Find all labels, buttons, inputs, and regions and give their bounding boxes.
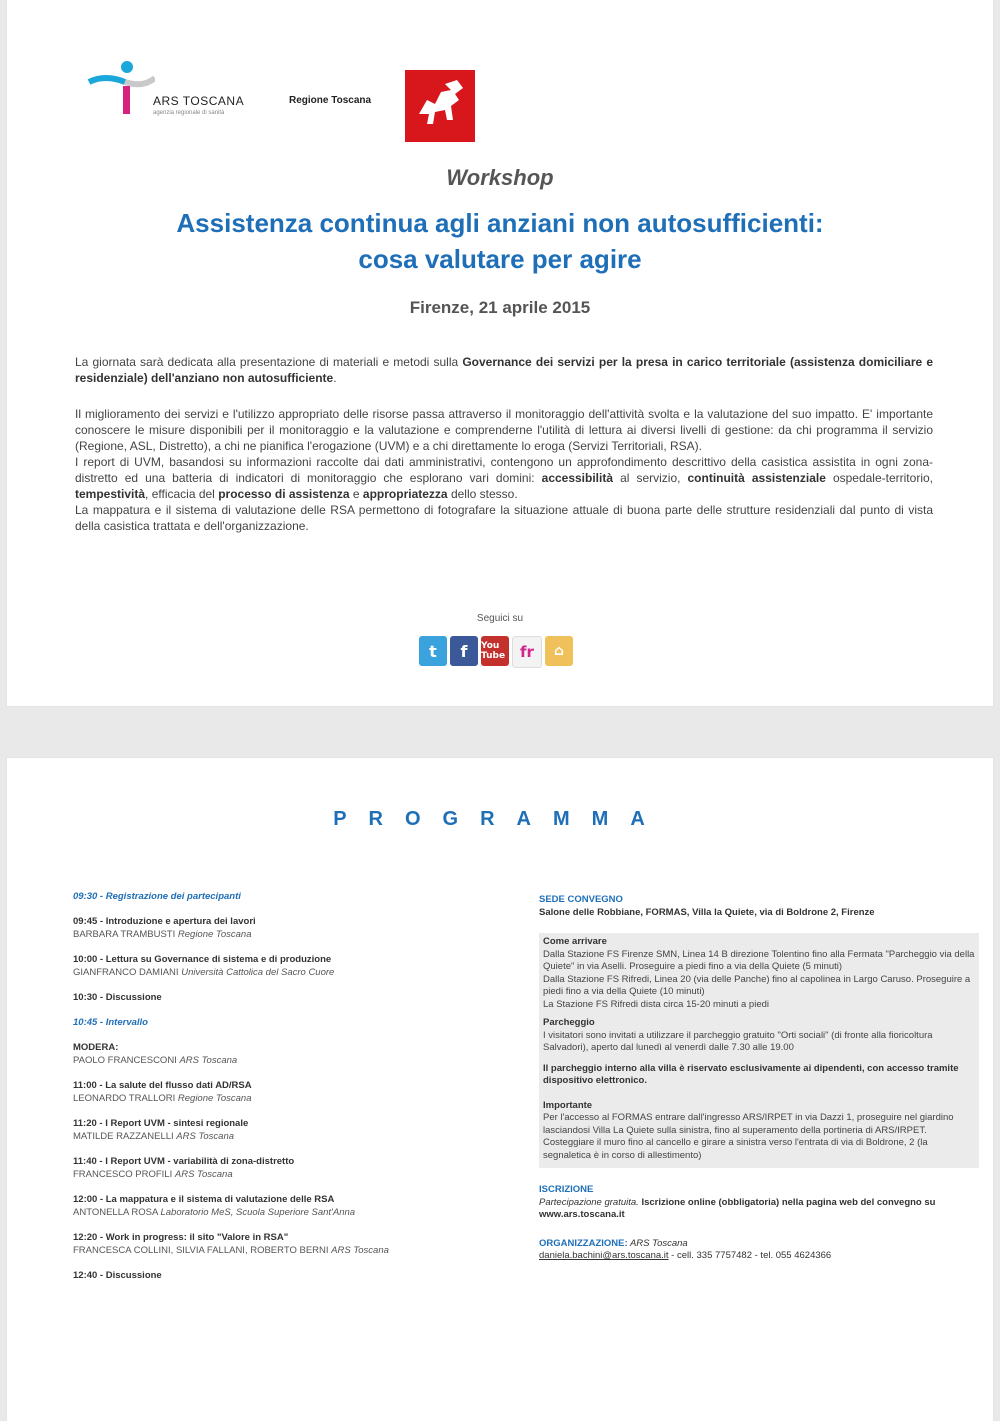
organizzazione-heading: ORGANIZZAZIONE: — [539, 1237, 628, 1249]
program-item — [73, 1016, 493, 1029]
ars-name: ARS TOSCANA — [153, 94, 245, 108]
iscrizione-text — [539, 1197, 979, 1222]
directions-line-3: La Stazione FS Rifredi dista circa 15-20 minuti a piedi — [543, 998, 770, 1010]
program-item-title: 11:00 - La salute del flusso dati AD/RSA — [73, 1080, 252, 1091]
directions-box — [539, 933, 979, 1168]
program-item-title: 12:40 - Discussione — [73, 1270, 162, 1281]
speaker-names: ANTONELLA ROSA — [73, 1207, 161, 1218]
desc-bold-appropriatezza: appropriatezza — [362, 487, 448, 501]
social-links — [419, 636, 573, 668]
come-arrivare-heading: Come arrivare — [543, 936, 607, 947]
speaker-names: LEONARDO TRALLORI — [73, 1093, 178, 1104]
sede-text: Salone delle Robbiane, FORMAS, Villa la Quiete, via di Boldrone 2, Firenze — [539, 906, 875, 918]
program-item — [73, 1193, 493, 1219]
twitter-icon[interactable]: t — [419, 636, 447, 666]
parcheggio-note: Il parcheggio interno alla villa è riservato esclusivamente ai dipendenti, con accesso tramite dispositivo elettronico. — [543, 1062, 959, 1086]
speaker-affiliation: ARS Toscana — [331, 1245, 389, 1256]
program-item-title: 09:45 - Introduzione e apertura dei lavori — [73, 916, 256, 927]
directions-line-2: Dalla Stazione FS Rifredi, Linea 20 (via delle Panche) fino al capolinea in Largo Caruso. Proseguire a piedi fino a via della Quiete (10 minuti) — [543, 973, 971, 997]
program-item — [73, 1231, 493, 1257]
speaker-affiliation: ARS Toscana — [179, 1055, 238, 1066]
iscrizione-heading: ISCRIZIONE — [539, 1184, 594, 1195]
iscrizione-section — [539, 1184, 979, 1222]
speaker-affiliation: Laboratorio MeS, Scuola Superiore Sant'Anna — [160, 1207, 356, 1218]
contact-phones: - cell. 335 7757482 - tel. 055 4624366 — [668, 1250, 832, 1261]
directions-line-1: Dalla Stazione FS Firenze SMN, Linea 14 B direzione Tolentino fino alla Fermata "Parcheggio via della Quiete" in via Aselli. Proseguire a piedi fino a via della Quiete (5 minuti) — [543, 948, 975, 972]
program-item-speakers — [73, 1092, 493, 1105]
event-date: Firenze, 21 aprile 2015 — [409, 298, 591, 317]
description-text-3: La mappatura e il sistema di valutazione delle RSA permettono di fotografare la situazione attuale di buona parte delle strutture residenziali dal punto di vista della casistica trattata e dell'organizzazione. — [75, 503, 933, 533]
program-item-title: MODERA: — [73, 1042, 119, 1053]
friendfeed-icon[interactable]: fr — [512, 636, 542, 668]
regione-toscana-logo — [405, 70, 475, 142]
description-text-2 — [75, 454, 933, 502]
parcheggio-text: I visitatori sono invitati a utilizzare il parcheggio gratuito "Orti sociali" (di fronte alla fioricoltura Salvadori), aperto dal lunedì al venerdì dalle 7.30 alle 19.00 — [543, 1029, 933, 1053]
desc-span: dello stesso. — [447, 487, 518, 501]
program-item-speakers — [73, 1054, 493, 1067]
ars-subtitle: agenzia regionale di sanità — [153, 110, 225, 116]
page-title — [7, 205, 993, 277]
program-item-title: 12:00 - La mappatura e il sistema di valutazione delle RSA — [73, 1194, 335, 1205]
sede-heading: SEDE CONVEGNO — [539, 894, 623, 905]
desc-span: , efficacia del — [145, 487, 219, 501]
speaker-names: FRANCESCA COLLINI, SILVIA FALLANI, ROBERTO BERNI — [73, 1245, 332, 1256]
program-item-speakers — [73, 1244, 493, 1257]
program-item-title: 10:00 - Lettura su Governance di sistema e di produzione — [73, 954, 332, 965]
desc-span: I report di UVM, basandosi su informazioni raccolte dai dati amministrativi, contengono un approfondimento descrittivo della casistica assistita in ogni zona-distretto ed una batteria di indicatori di monitoraggio che esplorano vari domini: — [75, 455, 933, 485]
facebook-icon[interactable]: f — [450, 636, 478, 666]
description-paragraph — [75, 406, 933, 534]
program-item-title: 10:45 - Intervallo — [73, 1017, 148, 1028]
speaker-names: GIANFRANCO DAMIANI — [73, 967, 182, 978]
speaker-names: FRANCESCO PROFILI — [73, 1169, 175, 1180]
intro-paragraph — [75, 354, 933, 386]
program-item-title: 11:20 - I Report UVM - sintesi regionale — [73, 1118, 249, 1129]
program-item — [73, 915, 493, 941]
parcheggio-heading: Parcheggio — [543, 1017, 595, 1028]
organizzazione-line — [539, 1238, 979, 1251]
speaker-names: BARBARA TRAMBUSTI — [73, 929, 178, 940]
program-item — [73, 1041, 493, 1067]
speaker-names: MATILDE RAZZANELLI — [73, 1131, 177, 1142]
home-icon[interactable]: ⌂ — [545, 636, 573, 666]
program-item-speakers — [73, 1130, 493, 1143]
program-item-title: 12:20 - Work in progress: il sito "Valore in RSA" — [73, 1232, 289, 1243]
speaker-affiliation: ARS Toscana — [174, 1169, 233, 1180]
program-item-title: 11:40 - I Report UVM - variabilità di zona-distretto — [73, 1156, 295, 1167]
program-item — [73, 991, 493, 1004]
intro-text: La giornata sarà dedicata alla presentazione di materiali e metodi sulla — [75, 355, 463, 369]
follow-label: Seguici su — [476, 613, 524, 624]
regione-label: Regione Toscana — [289, 95, 372, 106]
program-item-title: 09:30 - Registrazione dei partecipanti — [73, 891, 241, 902]
iscrizione-online: Iscrizione online (obbligatoria) nella pagina web del convegno su www.ars.toscana.it — [539, 1196, 936, 1220]
speaker-affiliation: Università Cattolica del Sacro Cuore — [181, 967, 335, 978]
speaker-affiliation: Regione Toscana — [177, 929, 252, 940]
program-item — [73, 890, 493, 903]
intro-end: . — [333, 371, 337, 385]
speaker-affiliation: ARS Toscana — [176, 1131, 235, 1142]
title-line-1: Assistenza continua agli anziani non autosufficienti: — [176, 208, 824, 238]
organizzazione-section — [539, 1238, 979, 1263]
program-item — [73, 1269, 493, 1282]
ars-toscana-logo — [85, 60, 265, 140]
ars-logo-mark-icon — [85, 60, 155, 120]
programma-title: PROGRAMMA — [333, 808, 667, 830]
speaker-affiliation: Regione Toscana — [177, 1093, 252, 1104]
contact-line — [539, 1250, 979, 1263]
desc-bold-processo: processo di assistenza — [218, 487, 350, 501]
intro-bold: Governance dei servizi per la presa in carico territoriale (assistenza domiciliare e residenziale) dell'anziano non autosufficiente — [75, 355, 933, 385]
page-1 — [7, 0, 993, 706]
desc-bold-accessibilita: accessibilità — [541, 471, 614, 485]
description-text-1: Il miglioramento dei servizi e l'utilizzo appropriato delle risorse passa attraverso il monitoraggio dell'attività svolta e la valutazione del suo impatto. E' importante conoscere le misure disponibili per il monitoraggio e la valutazione e comprenderne l'utilità di lettura ai diversi livelli di gestione: da chi programma il servizio (Regione, ASL, Distretto), a chi ne pianifica l'erogazione (UVM) e a chi direttamente lo eroga (Servizi Territoriali, RSA). — [75, 407, 933, 453]
program-item — [73, 1155, 493, 1181]
speaker-names: PAOLO FRANCESCONI — [73, 1055, 180, 1066]
desc-span: al servizio, — [613, 471, 688, 485]
program-item-speakers — [73, 1206, 493, 1219]
sede-section — [539, 894, 979, 919]
program-item — [73, 1079, 493, 1105]
workshop-label: Workshop — [446, 165, 554, 190]
importante-text: Per l'accesso al FORMAS entrare dall'ingresso ARS/IRPET in via Dazzi 1, proseguire nel giardino lasciandosi Villa La Quiete sulla sinistra, fino al superamento della portineria di ARS/IRPET. Costeggiare il muro fino al cancello e girare a sinistra verso l'entrata di via di Boldrone, 2 (la segnaletica è in corso di allestimento) — [543, 1112, 954, 1161]
info-column — [539, 894, 979, 1263]
desc-span: e — [349, 487, 363, 501]
iscrizione-free: Partecipazione gratuita. — [539, 1196, 639, 1208]
program-item-speakers — [73, 966, 493, 979]
program-item-title: 10:30 - Discussione — [73, 992, 162, 1003]
pegasus-icon — [405, 70, 475, 142]
desc-span: ospedale-territorio, — [825, 471, 933, 485]
importante-heading: Importante — [543, 1099, 593, 1111]
desc-bold-tempestivita: tempestività — [75, 487, 146, 501]
page-2 — [7, 758, 993, 1421]
program-list — [73, 890, 493, 1294]
contact-email-link[interactable]: daniela.bachini@ars.toscana.it — [539, 1250, 669, 1261]
desc-bold-continuita: continuità assistenziale — [687, 471, 826, 485]
program-item — [73, 953, 493, 979]
program-item-speakers — [73, 1168, 493, 1181]
organizzazione-org: ARS Toscana — [627, 1237, 688, 1249]
program-item — [73, 1117, 493, 1143]
youtube-icon[interactable]: You Tube — [481, 636, 509, 666]
title-line-2: cosa valutare per agire — [358, 244, 642, 274]
program-item-speakers — [73, 928, 493, 941]
